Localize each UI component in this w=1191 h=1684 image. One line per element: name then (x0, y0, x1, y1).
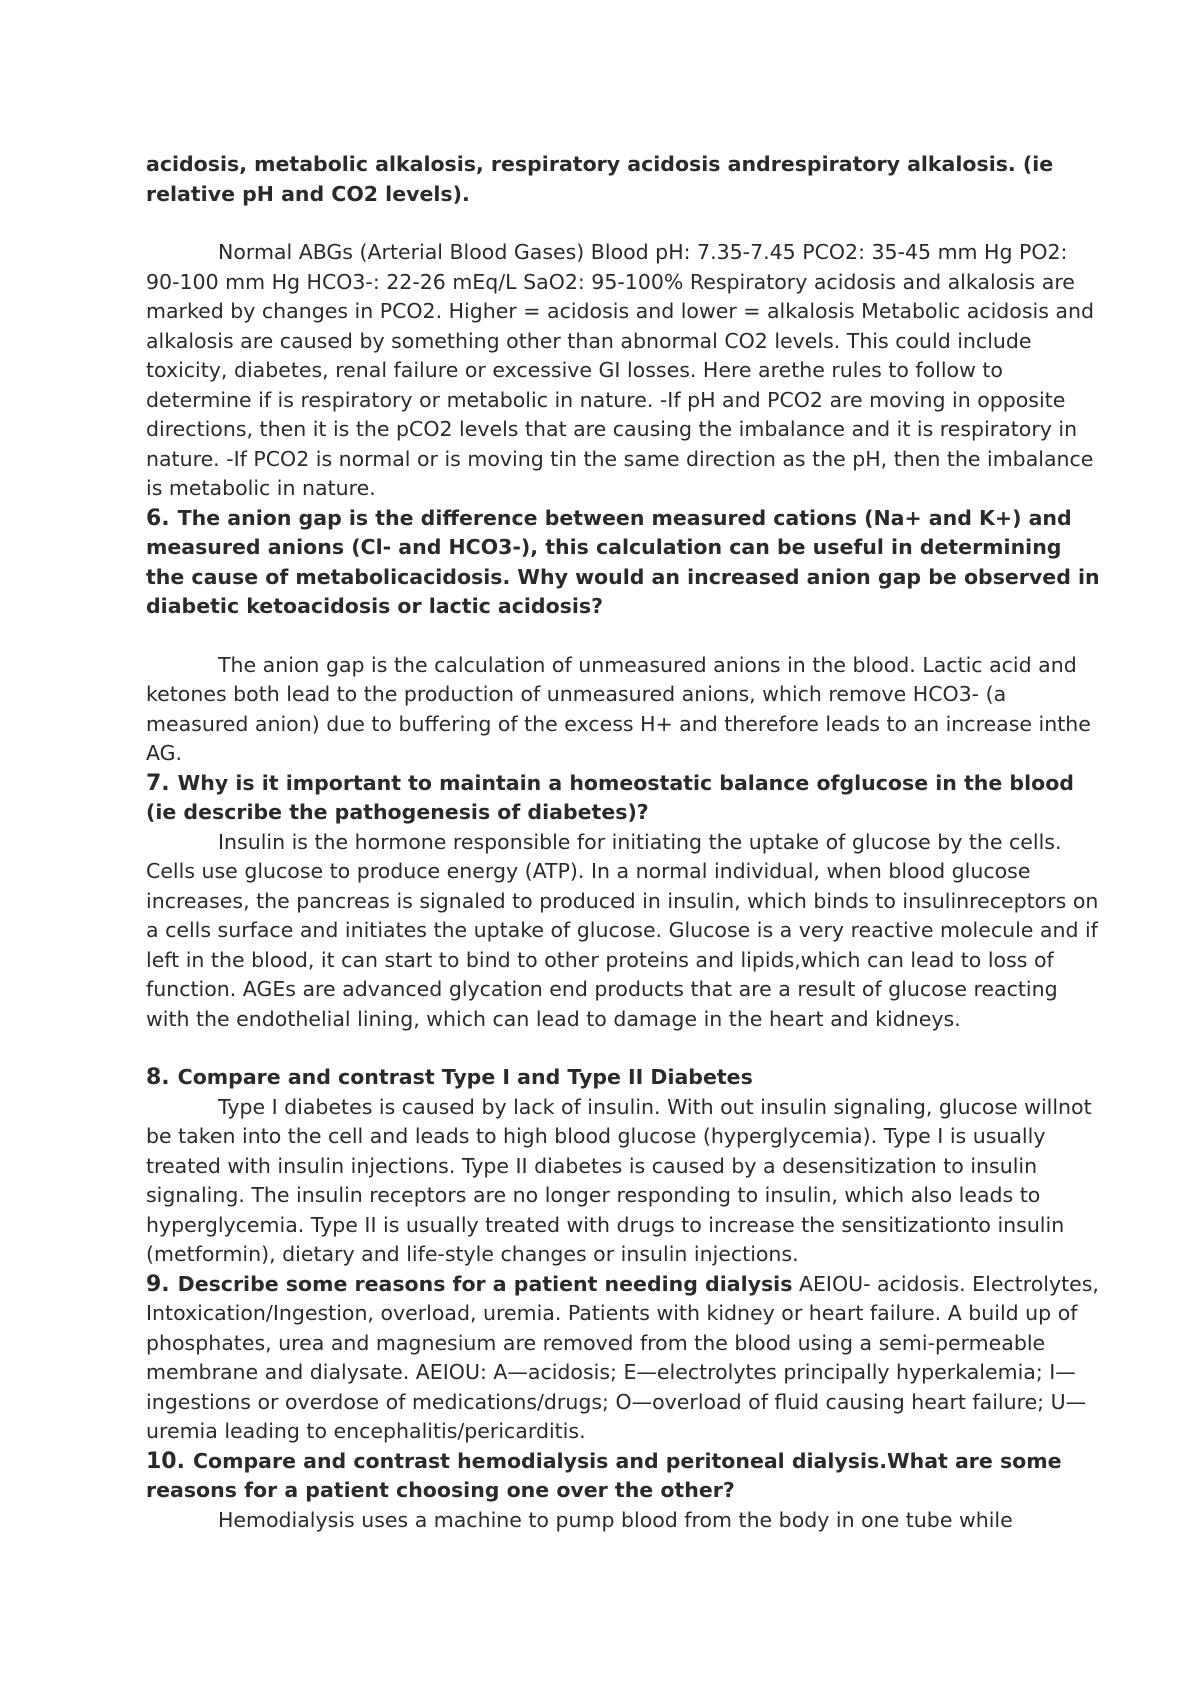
question-10-text: Compare and contrast hemodialysis and peritoneal dialysis.What are some reasons for a patient choosing one over the other? (146, 1448, 1062, 1502)
answer-6-text: The anion gap is the calculation of unmeasured anions in the blood. Lactic acid and ketones both lead to the production of unmeasured anions, which remove HCO3- (a measured anion) due to buffering of the excess H+ and therefore leads to an increase inthe AG. (146, 652, 1091, 765)
question-10 (146, 1447, 1106, 1506)
answer-7-text: Insulin is the hormone responsible for initiating the uptake of glucose by the cells. Cells use glucose to produce energy (ATP). In a normal individual, when blood glucose increases, the pancreas is signaled to produced in insulin, which binds to insulinreceptors on a cells surface and initiates the uptake of glucose. Glucose is a very reactive molecule and if left in the blood, it can start to bind to other proteins and lipids,which can lead to loss of function. AGEs are advanced glycation end products that are a result of glucose reacting with the endothelial lining, which can lead to damage in the heart and kidneys. (146, 829, 1099, 1031)
spacer (146, 622, 1106, 651)
answer-8-text: Type I diabetes is caused by lack of insulin. With out insulin signaling, glucose willnot be taken into the cell and leads to high blood glucose (hyperglycemia). Type I is usually treated with insulin injections. Type II diabetes is caused by a desensitization to insulin signaling. The insulin receptors are no longer responding to insulin, which also leads to hyperglycemia. Type II is usually treated with drugs to increase the sensitizationto insulin (metformin), dietary and life-style changes or insulin injections. (146, 1094, 1092, 1266)
question-9-text: Describe some reasons for a patient needing dialysis (177, 1271, 793, 1296)
question-9-number: 9. (146, 1271, 170, 1297)
question-8-text: Compare and contrast Type I and Type II Diabetes (177, 1065, 753, 1089)
question-8 (146, 1063, 1106, 1093)
question-6-text: The anion gap is the difference between measured cations (Na+ and K+) and measured anions (Cl- and HCO3-), this calculation can be useful in determining the cause of metabolicacidosis. Why would an increased anion gap be observed in diabetic ketoacidosis or lactic acidosis? (146, 505, 1100, 618)
question-10-number: 10. (146, 1448, 185, 1474)
intro-text: acidosis, metabolic alkalosis, respiratory acidosis andrespiratory alkalosis. (ie relative pH and CO2 levels). (146, 152, 1054, 206)
question-7 (146, 769, 1106, 828)
question-7-text: Why is it important to maintain a homeostatic balance ofglucose in the blood (ie describe the pathogenesis of diabetes)? (146, 770, 1074, 824)
question-9 (146, 1270, 1106, 1447)
question-6-number: 6. (146, 505, 170, 531)
answer-5-text: Normal ABGs (Arterial Blood Gases) Blood pH: 7.35-7.45 PCO2: 35-45 mm Hg PO2: 90-100 mm Hg HCO3-: 22-26 mEq/L SaO2: 95-100% Respiratory acidosis and alkalosis are marked by changes in PCO2. Higher = acidosis and lower = alkalosis Metabolic acidosis and alkalosis are caused by something other than abnormal CO2 levels. This could include toxicity, diabetes, renal failure or excessive GI losses. Here arethe rules to follow to determine if is respiratory or metabolic in nature. -If pH and PCO2 are moving in opposite directions, then it is the pCO2 levels that are causing the imbalance and it is respiratory in nature. -If PCO2 is normal or is moving tin the same direction as the pH, then the imbalance is metabolic in nature. (146, 240, 1094, 500)
question-7-number: 7. (146, 770, 170, 796)
spacer (146, 1034, 1106, 1063)
answer-10-text: Hemodialysis uses a machine to pump blood from the body in one tube while (218, 1507, 1013, 1532)
question-8-number: 8. (146, 1065, 170, 1090)
answer-9-text: AEIOU- acidosis. Electrolytes, Intoxication/Ingestion, overload, uremia. Patients with kidney or heart failure. A build up of phosphates, urea and magnesium are removed from the blood using a semi-permeable membrane and dialysate. AEIOU: A—acidosis; E—electrolytes principally hyperkalemia; I—ingestions or overdose of medications/drugs; O—overload of fluid causing heart failure; U—uremia leading to encephalitis/pericarditis. (146, 1271, 1099, 1443)
question-6 (146, 504, 1106, 622)
spacer (146, 209, 1106, 238)
document-page (146, 150, 1106, 1535)
